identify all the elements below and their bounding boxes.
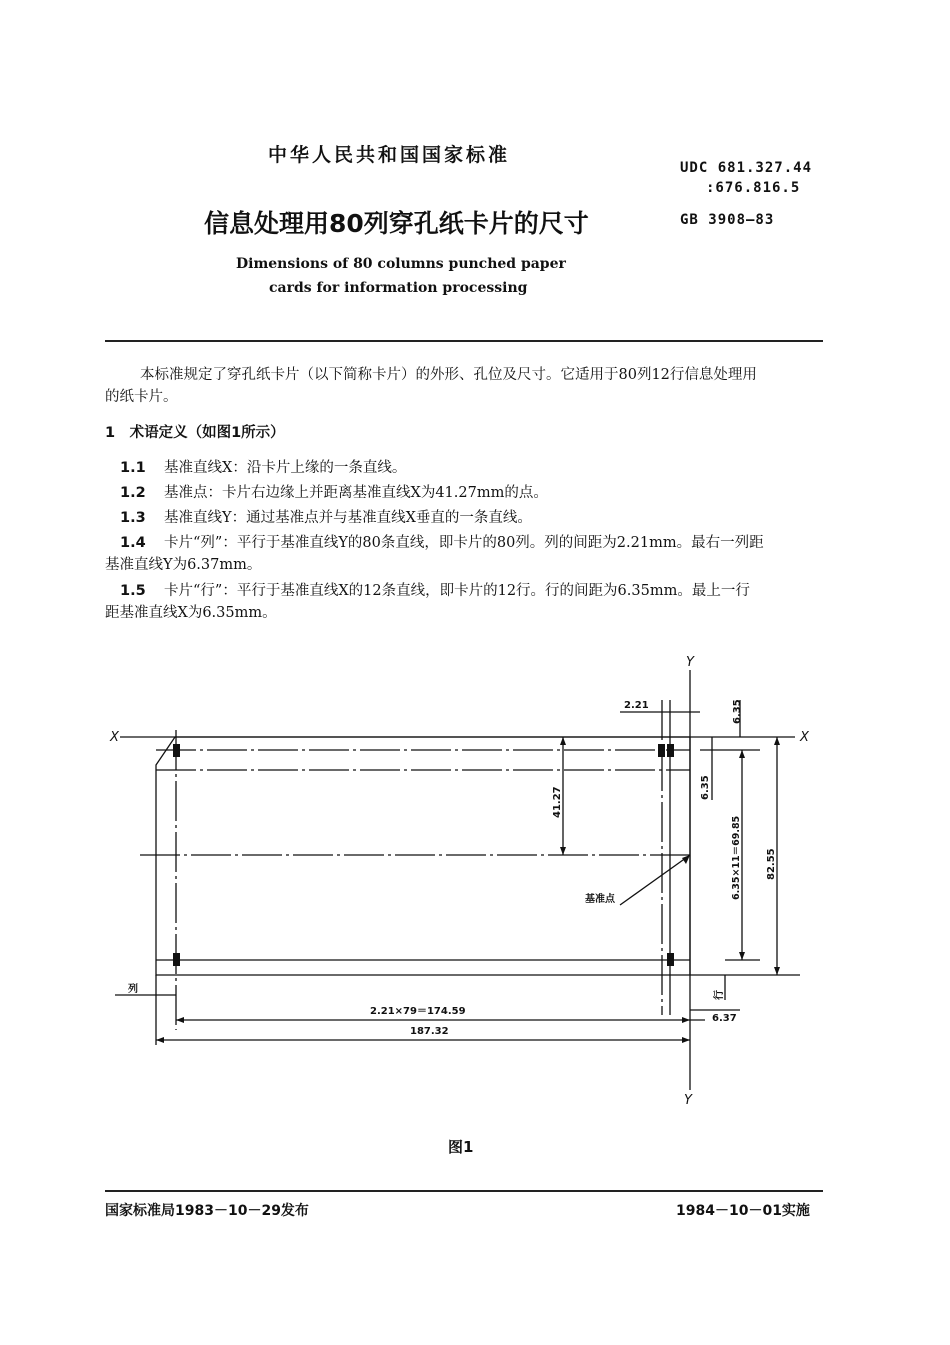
national-standard-heading: 中华人民共和国国家标准 [268, 144, 511, 166]
implementation-date: 1984－10－01实施 [676, 1203, 810, 1219]
punched-card-figure [0, 640, 950, 1130]
item-number: 1.3 [120, 510, 146, 526]
intro-paragraph-line2: 的纸卡片。 [105, 389, 178, 405]
dim-row-gap: 6.35 [700, 775, 711, 800]
row-label: 行 [714, 990, 725, 1000]
dim-card-width: 187.32 [410, 1026, 449, 1037]
item-text: 卡片“列”：平行于基准直线Y的80条直线，即卡片的80列。列的间距为2.21mm。最右一列距 [164, 535, 764, 551]
punch-hole [173, 953, 180, 966]
axis-x-right-label: X [800, 730, 809, 745]
item-text: 基准直线Y：通过基准点并与基准直线X垂直的一条直线。 [164, 510, 532, 526]
udc-code-line1: UDC 681.327.44 [680, 160, 813, 176]
item-text: 基准直线X：沿卡片上缘的一条直线。 [164, 460, 407, 476]
dim-col-pitch: 2.21 [624, 700, 649, 711]
gb-code: GB 3908—83 [680, 212, 775, 228]
item-text-continuation: 基准直线Y为6.37mm。 [105, 557, 262, 573]
bottom-divider [105, 1190, 823, 1192]
ref-point-label: 基准点 [585, 894, 615, 905]
ref-point-leader [620, 855, 690, 905]
dim-ref-point: 41.27 [552, 786, 563, 818]
column-label: 列 [128, 984, 138, 995]
section-heading: 1 术语定义（如图1所示） [105, 425, 285, 441]
dim-right-col: 6.37 [712, 1013, 737, 1024]
dim-cols-total: 2.21×79＝174.59 [370, 1006, 466, 1017]
document-title-en-line2: cards for information processing [269, 280, 528, 296]
punch-hole [667, 744, 674, 757]
axis-x-left-label: X [110, 730, 119, 745]
item-number: 1.4 [120, 535, 146, 551]
axis-y-bottom-label: Y [684, 1093, 692, 1108]
card-outline [156, 737, 690, 975]
intro-paragraph-line1: 本标准规定了穿孔纸卡片（以下简称卡片）的外形、孔位及尺寸。它适用于80列12行信息处理用 [140, 367, 757, 383]
top-divider [105, 340, 823, 342]
udc-code-line2: :676.816.5 [706, 180, 801, 196]
dim-top-row: 6.35 [732, 699, 743, 724]
figure-caption: 图1 [448, 1138, 474, 1156]
axis-y-top-label: Y [686, 655, 694, 670]
document-title-en-line1: Dimensions of 80 columns punched paper [236, 256, 566, 272]
item-text: 卡片“行”：平行于基准直线X的12条直线，即卡片的12行。行的间距为6.35mm。最上一行 [164, 583, 750, 599]
dim-card-height: 82.55 [766, 848, 777, 880]
publication-date: 国家标准局1983－10－29发布 [105, 1203, 309, 1219]
document-title-cn: 信息处理用80列穿孔纸卡片的尺寸 [204, 209, 589, 238]
item-number: 1.2 [120, 485, 146, 501]
item-number: 1.5 [120, 583, 146, 599]
punch-hole [658, 744, 665, 757]
item-number: 1.1 [120, 460, 146, 476]
definition-item [120, 482, 548, 504]
punch-hole [173, 744, 180, 757]
definition-item [120, 457, 406, 479]
definition-item [120, 532, 764, 554]
dim-rows-total: 6.35×11＝69.85 [731, 815, 742, 900]
item-text: 基准点：卡片右边缘上并距离基准直线X为41.27mm的点。 [164, 485, 548, 501]
definition-item [120, 507, 532, 529]
definition-item [120, 580, 750, 602]
punch-hole [667, 953, 674, 966]
item-text-continuation: 距基准直线X为6.35mm。 [105, 605, 277, 621]
